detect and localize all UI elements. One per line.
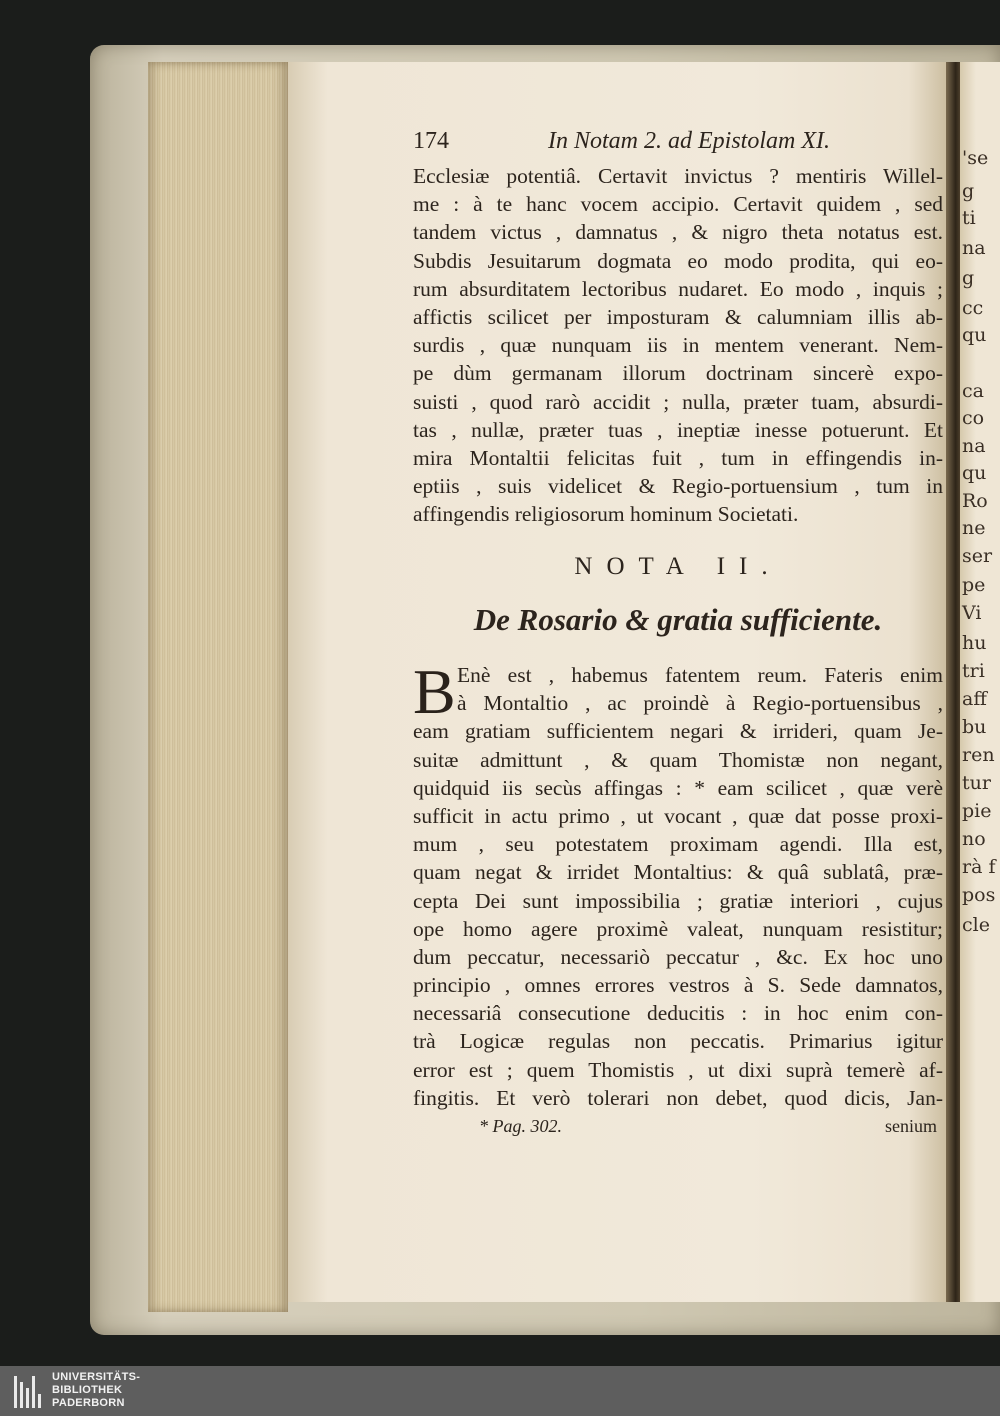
facing-page-fragment: Vi [962, 602, 982, 624]
library-name-line: PADERBORN [52, 1397, 125, 1409]
text-line: trà Logicæ regulas non peccatis. Primarius igitur [413, 1029, 943, 1054]
text-line: rum absurditatem lectoribus nudaret. Eo modo , inquis ; [413, 276, 943, 301]
facing-page-fragment: qu [962, 324, 987, 346]
facing-page-fragment: na [962, 435, 986, 457]
facing-page-fragment: ti [962, 207, 976, 229]
page-number: 174 [413, 128, 449, 154]
facing-page-edge [960, 62, 1000, 1302]
facing-page-fragment: aff [962, 688, 987, 710]
running-head [413, 128, 943, 162]
text-line: error est ; quem Thomistis , ut dixi suprà temerè af- [413, 1057, 943, 1082]
text-line: affictis scilicet per imposturam & calumniam illis ab- [413, 304, 943, 329]
text-line: tandem victus , damnatus , & nigro theta notatus est. [413, 220, 943, 245]
drop-cap: B [413, 656, 456, 727]
facing-page-fragment: 'se [962, 147, 989, 169]
facing-page-fragment: co [962, 407, 985, 429]
text-line: ope homo agere proximè valeat, nunquam resistitur; [413, 916, 943, 941]
institution-banner [0, 1366, 1000, 1416]
page-stack-edge [148, 62, 288, 1312]
library-name-line: UNIVERSITÄTS- [52, 1371, 141, 1383]
text-line: Enè est , habemus fatentem reum. Fateris enim [457, 663, 943, 687]
page-footer [413, 1116, 943, 1142]
text-line: à Montaltio , ac proindè à Regio-portuensibus , [457, 691, 943, 716]
running-title: In Notam 2. ad Epistolam XI. [548, 128, 830, 154]
text-line: necessariâ consecutione deducitis : in hoc enim con- [413, 1001, 943, 1026]
text-line: mira Montaltii felicitas fuit , tum in effingendis in- [413, 445, 943, 470]
text-line: eam gratiam sufficientem negari & irrideri, quam Je- [413, 719, 943, 744]
facing-page-fragment: hu [962, 632, 987, 654]
paragraph-1 [413, 162, 943, 528]
facing-page-fragment: tur [962, 772, 991, 794]
paragraph-2 [413, 656, 943, 1112]
text-line: quam negat & irridet Montaltius: & quâ sublatâ, præ- [413, 860, 943, 885]
library-logo-icon [14, 1376, 46, 1408]
text-line: cepta Dei sunt impossibilia ; gratiæ interiori , cujus [413, 888, 943, 913]
facing-page-fragment: g [962, 180, 975, 202]
library-name [52, 1371, 140, 1410]
footnote-marker: * Pag. 302. [479, 1116, 562, 1136]
facing-page-fragment: ren [962, 744, 995, 766]
text-line: sufficit in actu primo , ut vocant , quæ dat posse proxi- [413, 803, 943, 828]
library-name-line: BIBLIOTHEK [52, 1384, 123, 1396]
facing-page-fragment: Ro [962, 490, 988, 512]
section-subtitle: De Rosario & gratia sufficiente. [473, 602, 883, 637]
text-line: principio , omnes errores vestros à S. Sede damnatos, [413, 973, 943, 998]
text-line: Ecclesiæ potentiâ. Certavit invictus ? mentiris Willel- [413, 164, 943, 188]
text-line: affingendis religiosorum hominum Societati. [413, 502, 799, 527]
facing-page-fragment: qu [962, 462, 987, 484]
text-line: tas , nullæ, præter tuas , ineptiæ inesse potuerunt. Et [413, 417, 943, 442]
facing-page-fragment: cle [962, 914, 990, 936]
facing-page-fragment: ser [962, 545, 993, 567]
catchword: senium [885, 1116, 937, 1136]
text-line: dum peccatur, necessariò peccatur , &c. Ex hoc uno [413, 944, 943, 969]
facing-page-fragment: pie [962, 800, 992, 822]
text-line: eptiis , suis videlicet & Regio-portuensium , tum in [413, 474, 943, 499]
facing-page-fragment: tri [962, 660, 985, 682]
text-line: quidquid iis secùs affingas : * eam scilicet , quæ verè [413, 775, 943, 800]
facing-page-fragment: cc [962, 297, 984, 319]
text-line: surdis , quæ nunquam iis in mentem venerant. Nem- [413, 333, 943, 358]
text-line: Subdis Jesuitarum dogmata eo modo prodita, qui eo- [413, 248, 943, 273]
section-heading: NOTA II. [574, 553, 782, 580]
facing-page-fragment: ca [962, 380, 984, 402]
text-line: suisti , quod rarò accidit ; nulla, præter tuam, absurdi- [413, 389, 943, 414]
facing-page-fragment: pe [962, 574, 986, 596]
facing-page-fragment: no [962, 828, 986, 850]
facing-page-fragment: na [962, 237, 986, 259]
facing-page-fragment: pos [962, 884, 996, 906]
text-line: mum , seu potestatem proximam agendi. Illa est, [413, 832, 943, 857]
text-line: fingitis. Et verò tolerari non debet, quod dicis, Jan- [413, 1085, 943, 1110]
facing-page-fragment: rà f [962, 856, 996, 878]
text-line: pe dùm germanam illorum doctrinam sincerè expo- [413, 361, 943, 386]
facing-page-fragment: g [962, 267, 975, 289]
text-line: me : à te hanc vocem accipio. Certavit quidem , sed [413, 192, 943, 217]
facing-page-fragment: ne [962, 517, 986, 539]
facing-page-fragment: bu [962, 716, 987, 738]
text-line: suitæ admittunt , & quam Thomistæ non negant, [413, 747, 943, 772]
